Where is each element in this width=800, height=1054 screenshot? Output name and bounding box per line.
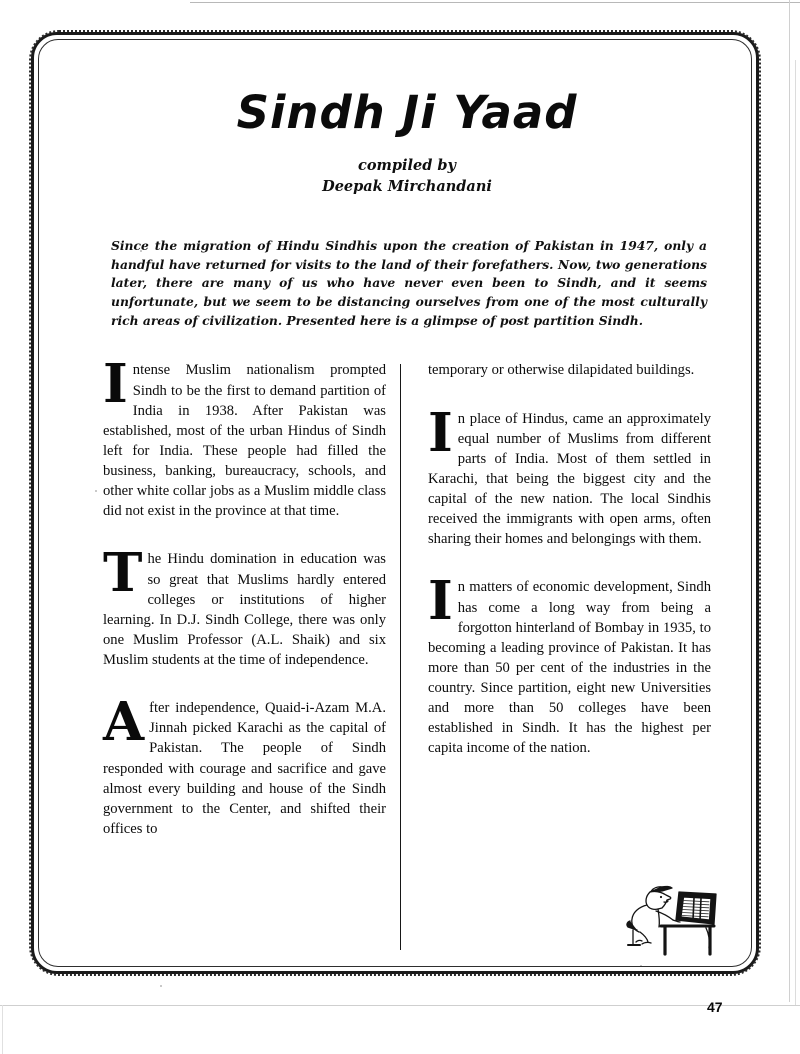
paragraph-lead: he Hindu domination in education was so great that Muslims hardly entered colleges or institutions of higher [147, 551, 386, 608]
paragraph-body: temporary or otherwise dilapidated buildings. [428, 362, 695, 379]
scan-speck [160, 985, 162, 987]
paragraph [428, 570, 711, 758]
paragraph-body: India. Most of them settled in Karachi, that being the biggest city and the capital of the new nation. The local Sindhis received the immigrants with open arms, often sharing their homes and belongings with them. [428, 450, 711, 548]
paragraph [103, 691, 386, 839]
scan-edge-artifact-right-secondary [795, 60, 796, 1005]
drop-cap: I [428, 570, 453, 633]
scan-edge-artifact-right [789, 0, 790, 1002]
man-at-computer-cartoon-icon [606, 878, 726, 958]
paragraph-lead: n place of Hindus, came an approximately equal number of Muslims from different parts of [457, 410, 711, 467]
drop-cap: I [428, 401, 453, 464]
left-column [103, 353, 398, 839]
column-divider-rule [400, 364, 401, 950]
scan-edge-artifact-bottom [0, 1005, 800, 1006]
compiled-by-label: compiled by [358, 157, 456, 174]
paragraph-body: Bombay in 1935, to becoming a leading province of Pakistan. It has more than 50 per cent of the industries in the country. Since partition, eight new Universities and more than 50 colleges have been established in Sindh. It has the highest per capita income of the nation. [428, 619, 711, 757]
scan-edge-artifact-left [2, 1005, 3, 1054]
page-number: 47 [707, 999, 723, 1015]
paragraph-body: Pakistan. The people of Sindh responded with courage and sacrifice and gave almost every building and house of the Sindh government to the Center, and shifted their offices to [103, 740, 386, 837]
paragraph [428, 360, 711, 380]
paragraph-body: learning. In D.J. Sindh College, there was only one Muslim Professor (A.L. Shaik) and six Muslim students at the time of independence. [103, 611, 386, 669]
paragraph [103, 353, 386, 521]
paragraph-lead: n matters of economic development, Sindh has come a long way from being a forgotton hinterland of [457, 579, 711, 636]
right-column [398, 360, 711, 839]
byline [103, 155, 711, 197]
scan-edge-artifact-top [190, 2, 800, 3]
paragraph-lead: fter independence, Quaid-i-Azam M.A. Jinnah picked Karachi as the capital of [149, 700, 386, 737]
introduction-paragraph: Since the migration of Hindu Sindhis upon the creation of Pakistan in 1947, only a handful have returned for visits to the land of their forefathers. Now, two generations later, there are many of us who have never even been to Sindh, and it seems unfortunate, but we seem to be distancing ourselves from one of the most culturally rich areas of civilization. Presented here is a glimpse of post partition Sindh. [111, 238, 707, 328]
body-columns [103, 353, 711, 839]
page-content [103, 72, 723, 1015]
drop-cap: A [103, 691, 145, 754]
compiler-name: Deepak Mirchandani [322, 178, 492, 196]
paragraph-lead: ntense Muslim nationalism prompted Sindh to be the first to demand partition of India in 1938. [132, 362, 386, 419]
drop-cap: I [103, 353, 128, 416]
paragraph-body: After Pakistan was established, most of the urban Hindus of Sindh left for India. These people had filled the business, banking, bureaucracy, schools, and other white collar jobs as a Muslim middle class did not exist in the province at that time. [103, 402, 386, 520]
paragraph [103, 542, 386, 670]
page-title: Sindh Ji Yaad [236, 86, 578, 139]
drop-cap: T [103, 542, 143, 605]
paragraph [428, 401, 711, 550]
